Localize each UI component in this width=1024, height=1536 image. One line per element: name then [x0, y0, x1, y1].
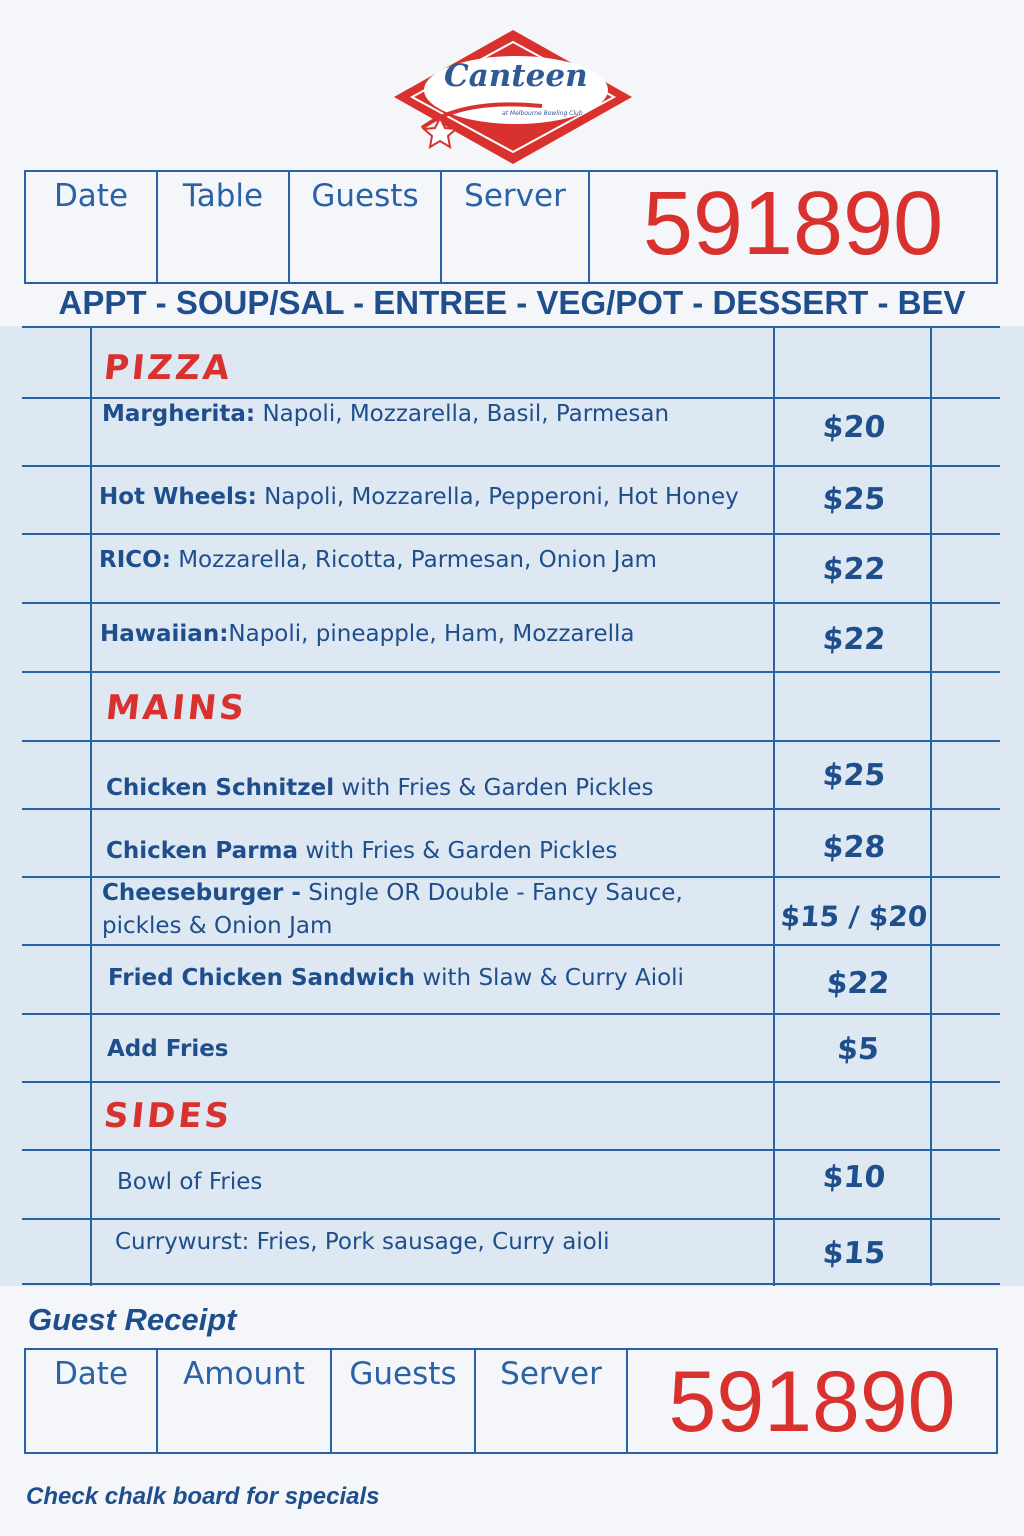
- divider: [930, 326, 932, 1286]
- menu-item: RICO: Mozzarella, Ricotta, Parmesan, Onion Jam: [99, 547, 657, 573]
- item-price: $22: [825, 966, 891, 1001]
- menu-item: Add Fries: [107, 1036, 229, 1062]
- item-price: $25: [821, 758, 887, 793]
- item-price: $15 / $20: [779, 900, 929, 933]
- item-price: $28: [821, 830, 887, 865]
- receipt-ticket-number: 591890: [668, 1354, 956, 1450]
- receipt-amount-field[interactable]: Amount: [158, 1350, 332, 1452]
- server-field[interactable]: Server: [442, 172, 590, 282]
- receipt-server-field[interactable]: Server: [476, 1350, 628, 1452]
- section-title-pizza: PIZZA: [101, 348, 235, 388]
- divider: [22, 671, 1000, 673]
- canteen-logo: [392, 28, 634, 166]
- receipt-guests-field[interactable]: Guests: [332, 1350, 476, 1452]
- menu-item: Chicken Parma with Fries & Garden Pickles: [106, 838, 618, 864]
- guests-field[interactable]: Guests: [290, 172, 442, 282]
- menu-grid: [0, 326, 1024, 1286]
- guest-receipt-title: Guest Receipt: [28, 1302, 237, 1337]
- item-price: $25: [821, 482, 887, 517]
- divider: [22, 1218, 1000, 1220]
- menu-item: Bowl of Fries: [117, 1169, 263, 1195]
- item-price: $15: [821, 1236, 887, 1271]
- menu-item: Chicken Schnitzel with Fries & Garden Pickles: [106, 775, 654, 801]
- menu-item: Margherita: Napoli, Mozzarella, Basil, Parmesan: [102, 401, 670, 427]
- receipt-date-field[interactable]: Date: [26, 1350, 158, 1452]
- divider: [22, 740, 1000, 742]
- item-price: $5: [835, 1032, 881, 1067]
- divider: [22, 533, 1000, 535]
- date-field[interactable]: Date: [26, 172, 158, 282]
- table-field[interactable]: Table: [158, 172, 290, 282]
- guest-receipt: [24, 1348, 998, 1454]
- divider: [22, 808, 1000, 810]
- divider: [22, 944, 1000, 946]
- divider: [22, 1081, 1000, 1083]
- item-price: $10: [821, 1160, 887, 1195]
- divider: [22, 1149, 1000, 1151]
- divider: [22, 602, 1000, 604]
- menu-item: Cheeseburger - Single OR Double - Fancy Sauce, pickles & Onion Jam: [102, 880, 683, 939]
- section-title-mains: MAINS: [103, 688, 249, 728]
- item-price: $22: [821, 552, 887, 587]
- item-price: $20: [821, 410, 887, 445]
- divider: [90, 326, 92, 1286]
- menu-item: Hot Wheels: Napoli, Mozzarella, Pepperoni, Hot Honey: [99, 484, 739, 510]
- divider: [22, 1013, 1000, 1015]
- divider: [773, 326, 775, 1286]
- footer-note: Check chalk board for specials: [26, 1483, 380, 1510]
- divider: [22, 465, 1000, 467]
- divider: [22, 1283, 1000, 1285]
- logo-diamond-icon: [392, 28, 634, 166]
- section-title-sides: SIDES: [101, 1096, 235, 1136]
- item-price: $22: [821, 622, 887, 657]
- order-header: [24, 170, 998, 284]
- ticket-number: 591890: [642, 174, 944, 274]
- logo-title: Canteen: [444, 58, 588, 94]
- menu-item: Hawaiian:Napoli, pineapple, Ham, Mozzarella: [100, 621, 635, 647]
- divider: [22, 326, 1000, 328]
- menu-item: Currywurst: Fries, Pork sausage, Curry aioli: [115, 1229, 610, 1255]
- menu-item: Fried Chicken Sandwich with Slaw & Curry Aioli: [108, 965, 684, 991]
- logo-subtitle: at Melbourne Bowling Club: [502, 110, 583, 117]
- courses-line: APPT - SOUP/SAL - ENTREE - VEG/POT - DESSERT - BEV: [58, 284, 966, 321]
